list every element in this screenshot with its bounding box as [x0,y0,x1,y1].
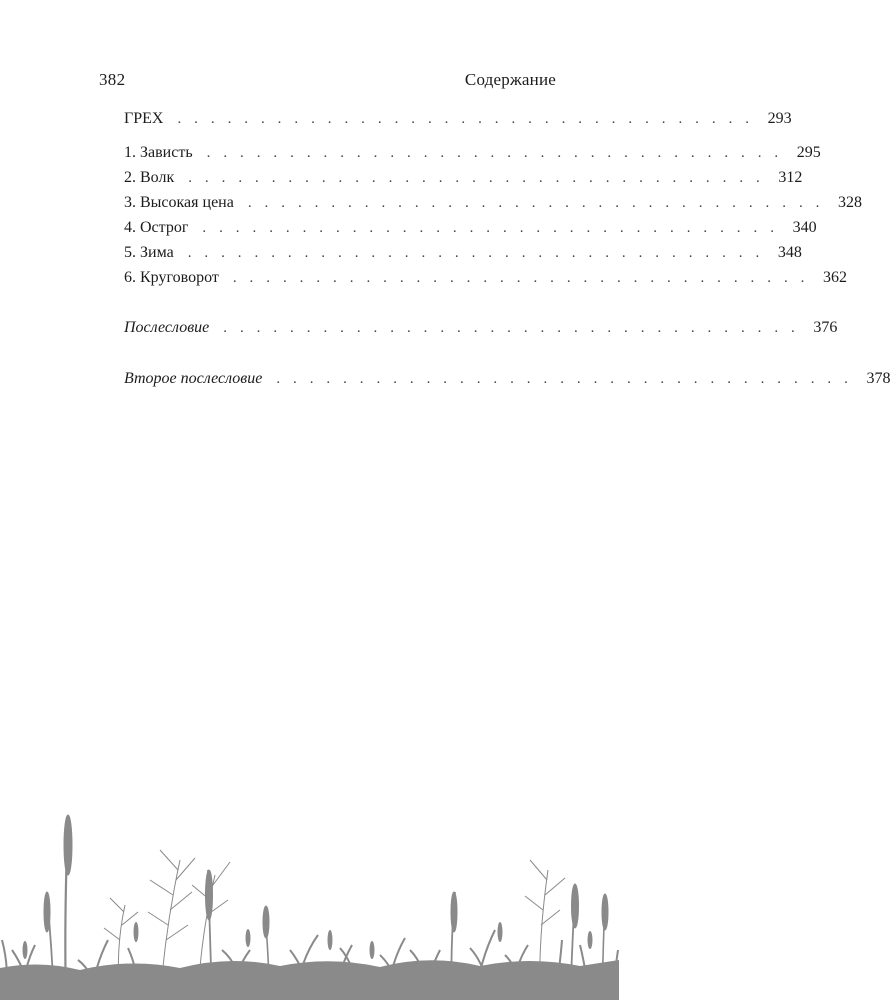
toc-afterword [124,319,838,344]
toc-entry-title: 4. Острог [124,219,189,236]
toc-part [124,110,792,135]
toc-second-afterword [124,370,890,395]
leader-dots: . . . . . . . . . . . . . . . . . . . . . . . . . . . . . . . . . . . [206,145,783,161]
toc-entry-second-afterword [124,370,890,395]
leader-dots: . . . . . . . . . . . . . . . . . . . . . . . . . . . . . . . . . . . [276,371,853,387]
toc-entry-page: 348 [777,244,802,261]
toc-entry-title: 6. Круговорот [124,269,219,286]
toc-entry-afterword [124,319,838,344]
toc-entry-chapter-2 [124,169,803,194]
toc-entry-page: 362 [823,269,848,286]
toc-entry-page: 293 [767,110,792,127]
grass-silhouette-icon [0,800,619,1000]
toc-entry-chapter-1 [124,144,821,169]
toc-entry-page: 328 [838,194,862,211]
toc-entry-part [124,110,792,135]
toc-entry-chapter-4 [124,219,817,244]
toc-entry-chapter-3 [124,194,862,219]
page-number: 382 [99,70,126,89]
leader-dots: . . . . . . . . . . . . . . . . . . . . . . . . . . . . . . . . . . . [202,220,779,236]
leader-dots: . . . . . . . . . . . . . . . . . . . . . . . . . . . . . . . . . . . [187,245,764,261]
leader-dots: . . . . . . . . . . . . . . . . . . . . . . . . . . . . . . . . . . . [188,170,765,186]
toc-chapters [124,144,862,294]
toc-entry-title: ГРЕХ [124,110,164,127]
toc-entry-title: 3. Высокая цена [124,194,234,211]
leader-dots: . . . . . . . . . . . . . . . . . . . . . . . . . . . . . . . . . . . [247,195,824,211]
toc-entry-page: 378 [866,370,890,387]
toc-entry-title: 1. Зависть [124,144,193,161]
toc-entry-page: 312 [778,169,803,186]
leader-dots: . . . . . . . . . . . . . . . . . . . . . . . . . . . . . . . . . . . [232,270,810,286]
toc-entry-chapter-5 [124,244,802,269]
toc-entry-title: 2. Волк [124,169,175,186]
leader-dots: . . . . . . . . . . . . . . . . . . . . . . . . . . . . . . . . . . . [177,111,754,127]
toc-entry-page: 295 [796,144,821,161]
leader-dots: . . . . . . . . . . . . . . . . . . . . . . . . . . . . . . . . . . . [223,320,800,336]
toc-entry-title: Второе послесловие [124,370,263,387]
toc-entry-chapter-6 [124,269,848,294]
toc-entry-title: Послесловие [124,319,210,336]
running-head: Содержание [464,70,556,89]
toc-entry-title: 5. Зима [124,244,174,261]
toc-entry-page: 340 [792,219,817,236]
toc-entry-page: 376 [813,319,838,336]
